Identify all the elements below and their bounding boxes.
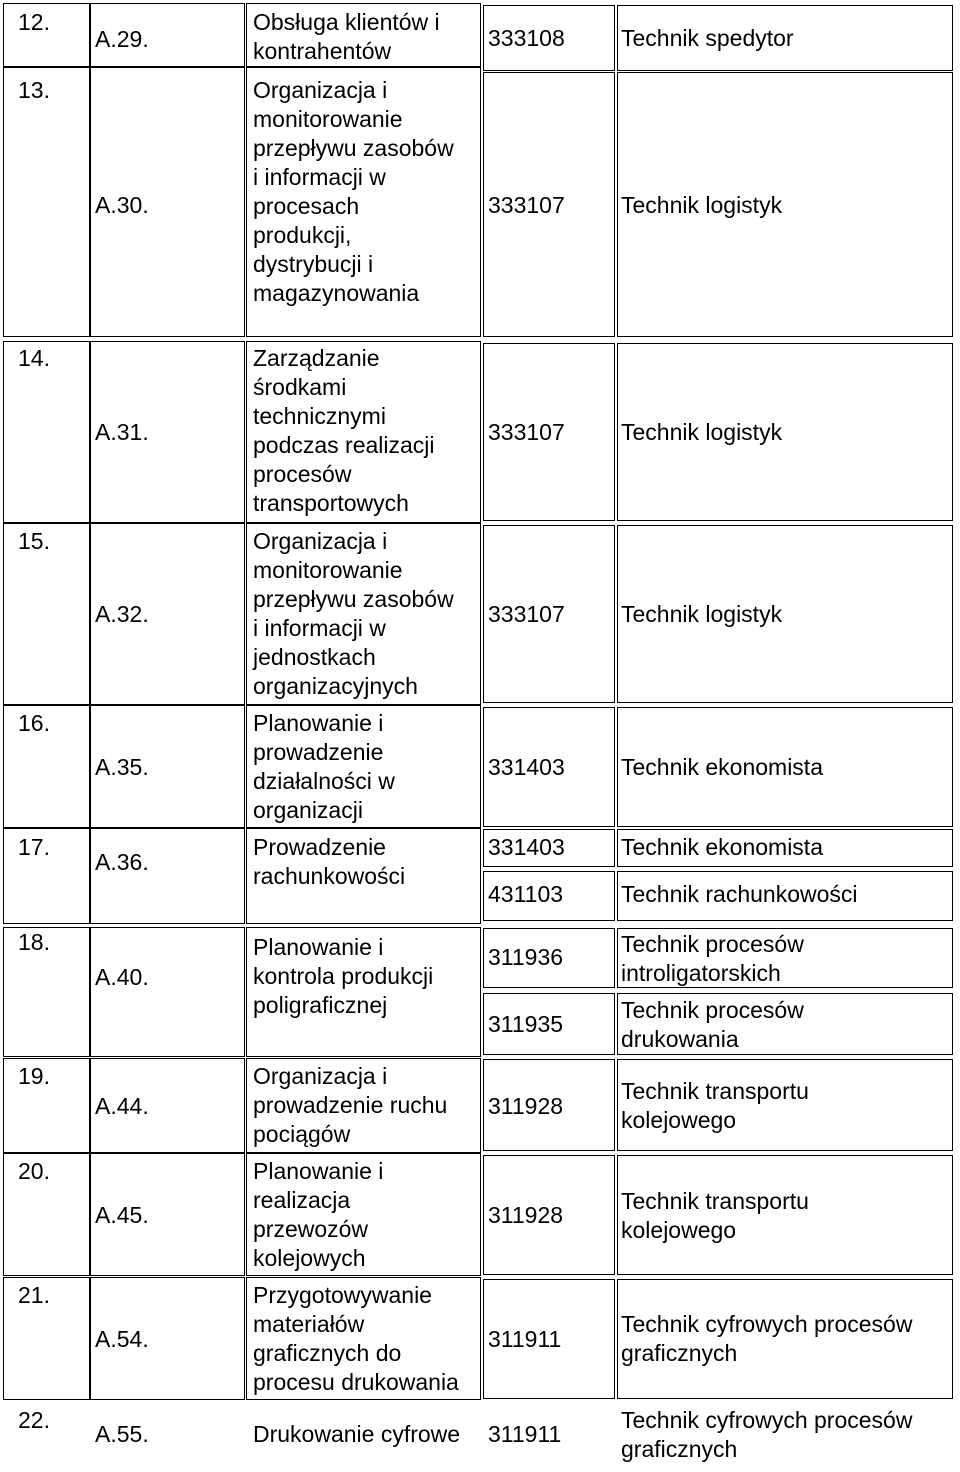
profession-code: 333107 <box>488 419 565 445</box>
profession-name: Technik procesów drukowania <box>621 997 804 1052</box>
qualification-name: Planowanie i realizacja przewozów kolejowych <box>253 1158 384 1271</box>
row-number: 21. <box>18 1282 50 1308</box>
row-number: 17. <box>18 834 50 860</box>
profession-name: Technik logistyk <box>621 192 783 218</box>
qualification-name: Planowanie i kontrola produkcji poligraficznej <box>253 934 434 1018</box>
profession-name: Technik procesów introligatorskich <box>621 931 804 986</box>
profession-name: Technik ekonomista <box>621 754 823 780</box>
qualification-code: A.29. <box>95 26 149 52</box>
row-number: 14. <box>18 345 50 371</box>
profession-name: Technik ekonomista <box>621 834 823 860</box>
profession-name: Technik transportu kolejowego <box>621 1078 809 1133</box>
profession-name: Technik cyfrowych procesów graficznych <box>621 1311 913 1366</box>
profession-code: 333107 <box>488 601 565 627</box>
qualification-name: Drukowanie cyfrowe <box>253 1421 461 1447</box>
profession-name: Technik rachunkowości <box>621 881 858 907</box>
profession-name: Technik transportu kolejowego <box>621 1188 809 1243</box>
profession-code: 311911 <box>488 1421 562 1447</box>
profession-code: 333108 <box>488 25 565 51</box>
qualification-name: Organizacja i monitorowanie przepływu zasobów i informacji w jednostkach organizacyjnych <box>253 528 454 699</box>
profession-name: Technik cyfrowych procesów graficznych <box>621 1407 913 1462</box>
qualification-name: Przygotowywanie materiałów graficznych do procesu drukowania <box>253 1282 459 1395</box>
qualification-name: Obsługa klientów i kontrahentów <box>253 9 440 64</box>
row-number: 19. <box>18 1063 50 1089</box>
profession-code: 431103 <box>488 881 564 907</box>
qualification-code: A.44. <box>95 1093 149 1119</box>
row-number: 16. <box>18 710 50 736</box>
qualification-code: A.40. <box>95 964 149 990</box>
qualification-code: A.54. <box>95 1326 149 1352</box>
row-number: 20. <box>18 1158 50 1184</box>
qualification-code: A.31. <box>95 419 149 445</box>
profession-code: 311911 <box>488 1326 562 1352</box>
qualification-code: A.45. <box>95 1202 149 1228</box>
profession-code: 331403 <box>488 834 565 860</box>
profession-code: 311936 <box>488 944 564 970</box>
profession-name: Technik logistyk <box>621 601 783 627</box>
row-number: 12. <box>18 9 50 35</box>
qualification-code: A.32. <box>95 601 149 627</box>
qualification-code: A.30. <box>95 192 149 218</box>
qualification-name: Organizacja i monitorowanie przepływu zasobów i informacji w procesach produkcji, dystrybucji i magazynowania <box>253 77 454 306</box>
qualification-name: Planowanie i prowadzenie działalności w organizacji <box>253 710 395 823</box>
profession-code: 311935 <box>488 1011 564 1037</box>
qualification-code: A.35. <box>95 754 149 780</box>
row-number: 22. <box>18 1407 50 1433</box>
profession-code: 333107 <box>488 192 565 218</box>
row-13-no-cell <box>3 67 90 337</box>
profession-name: Technik logistyk <box>621 419 783 445</box>
qualification-name: Prowadzenie rachunkowości <box>253 834 406 889</box>
profession-code: 331403 <box>488 754 565 780</box>
qualification-code: A.36. <box>95 849 149 875</box>
row-number: 15. <box>18 528 50 554</box>
row-number: 18. <box>18 929 50 955</box>
qualification-name: Zarządzanie środkami technicznymi podczas realizacji procesów transportowych <box>253 345 435 516</box>
row-18-code-cell <box>90 927 245 1057</box>
qualification-name: Organizacja i prowadzenie ruchu pociągów <box>253 1063 448 1147</box>
qualification-code: A.55. <box>95 1421 149 1447</box>
row-number: 13. <box>18 77 50 103</box>
profession-name: Technik spedytor <box>621 25 794 51</box>
profession-code: 311928 <box>488 1093 564 1119</box>
profession-code: 311928 <box>488 1202 564 1228</box>
